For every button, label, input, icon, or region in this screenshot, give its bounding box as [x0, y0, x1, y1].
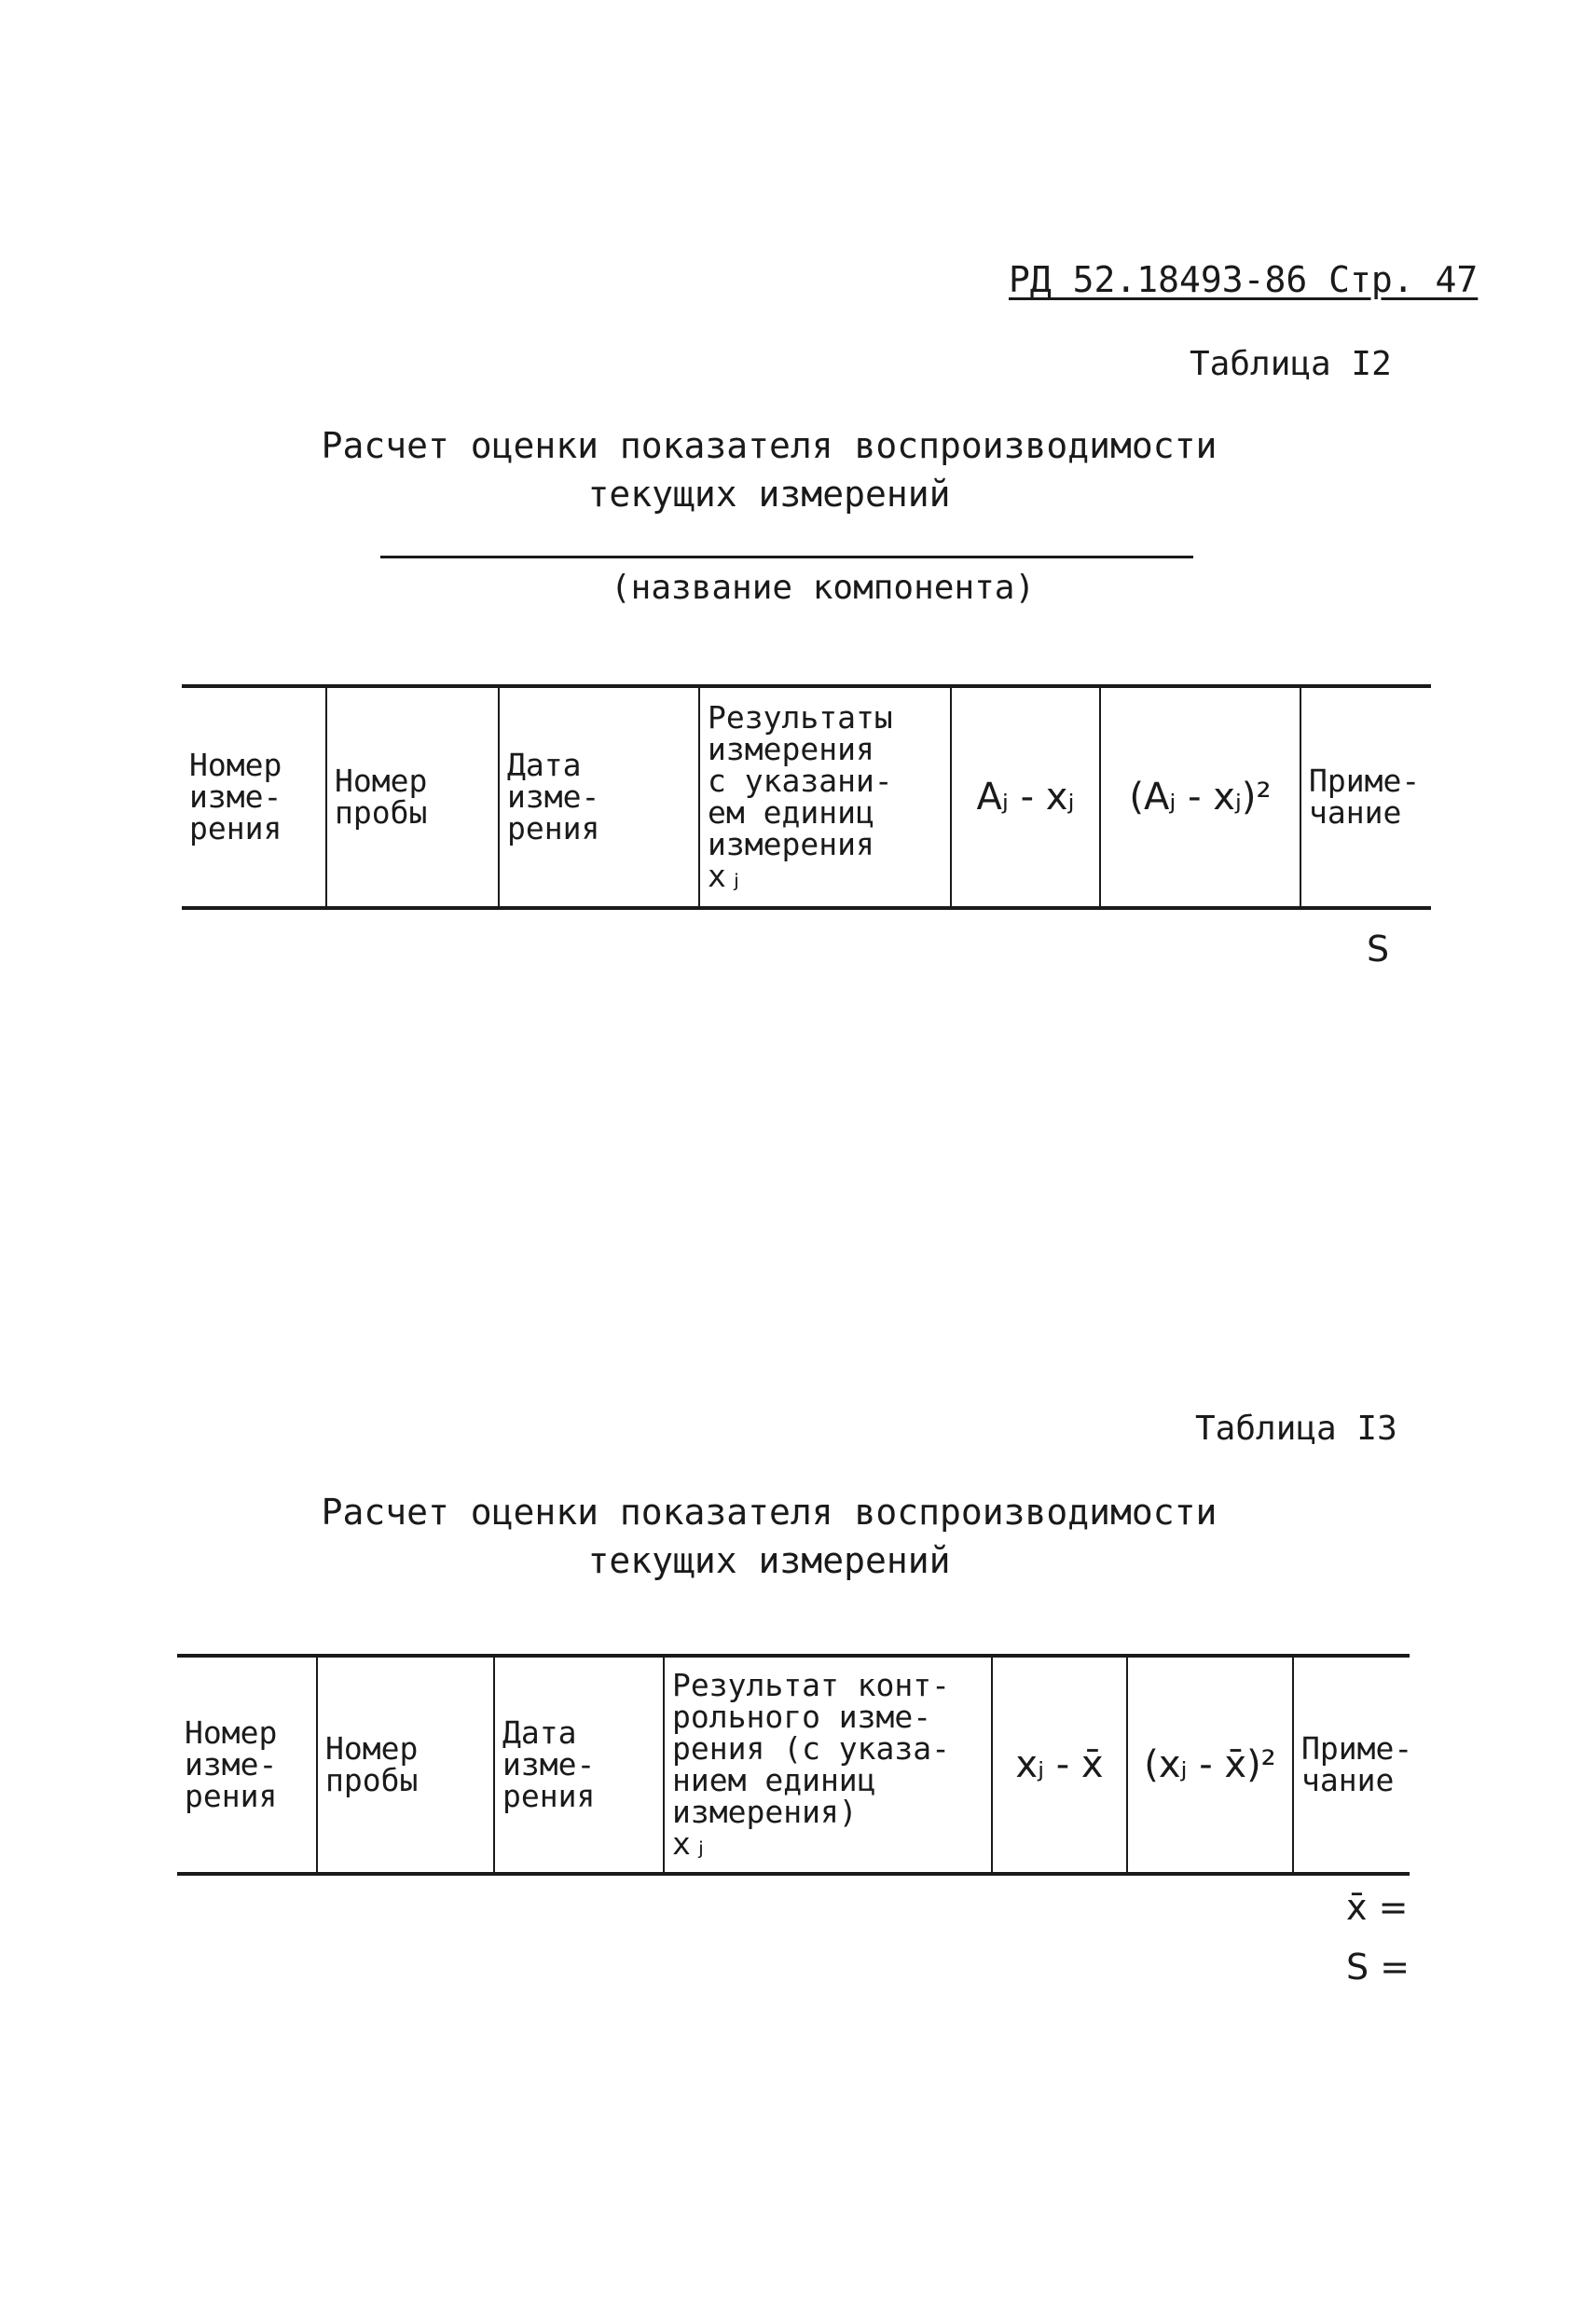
col-measurement-date: Дата изме- рения: [499, 686, 699, 908]
table-13: [177, 1654, 1413, 1876]
table-13-s-note: S =: [1346, 1947, 1410, 1988]
col-measurement-number: Номер изме- рения: [177, 1656, 317, 1874]
table-13-title-line-1: Расчет оценки показателя воспроизводимости: [321, 1492, 1218, 1533]
col-measurement-results: Результаты измерения с указани- ем единиц измерения xⱼ: [699, 686, 951, 908]
table-13-label: Таблица I3: [1195, 1410, 1397, 1448]
col-measurement-number: Номер изме- рения: [182, 686, 326, 908]
table-13-mean-note: x̄ =: [1346, 1887, 1409, 1928]
table-12-label: Таблица I2: [1190, 345, 1392, 383]
col-squared-deviation-formula: (xⱼ - x̄)²: [1127, 1656, 1293, 1874]
col-control-measurement-result: Результат конт- рольного изме- рения (с указа- нием единиц измерения) xⱼ: [664, 1656, 992, 1874]
component-name-blank-line: [380, 556, 1193, 558]
table-13-title: [233, 1488, 1305, 1585]
col-squared-difference-formula: (Aⱼ - xⱼ)²: [1100, 686, 1300, 908]
table-13-header-row: [177, 1656, 1410, 1874]
component-name-caption: (название компонента): [611, 569, 1036, 607]
col-deviation-formula: xⱼ - x̄: [992, 1656, 1127, 1874]
col-sample-number: Номер пробы: [326, 686, 499, 908]
col-difference-formula: Aⱼ - xⱼ: [951, 686, 1100, 908]
table-12: [182, 684, 1431, 910]
table-12-title: [233, 421, 1305, 518]
col-measurement-date: Дата изме- рения: [494, 1656, 664, 1874]
table-12-s-note: S: [1367, 929, 1390, 970]
table-12-header-row: [182, 686, 1431, 908]
col-sample-number: Номер пробы: [317, 1656, 494, 1874]
col-note: Приме- чание: [1300, 686, 1431, 908]
table-12-title-line-2: текущих измерений: [587, 474, 951, 515]
table-13-title-line-2: текущих измерений: [587, 1540, 951, 1581]
document-reference: РД 52.18493-86 Стр. 47: [1009, 259, 1479, 300]
col-note: Приме- чание: [1293, 1656, 1410, 1874]
table-12-title-line-1: Расчет оценки показателя воспроизводимости: [321, 425, 1218, 466]
